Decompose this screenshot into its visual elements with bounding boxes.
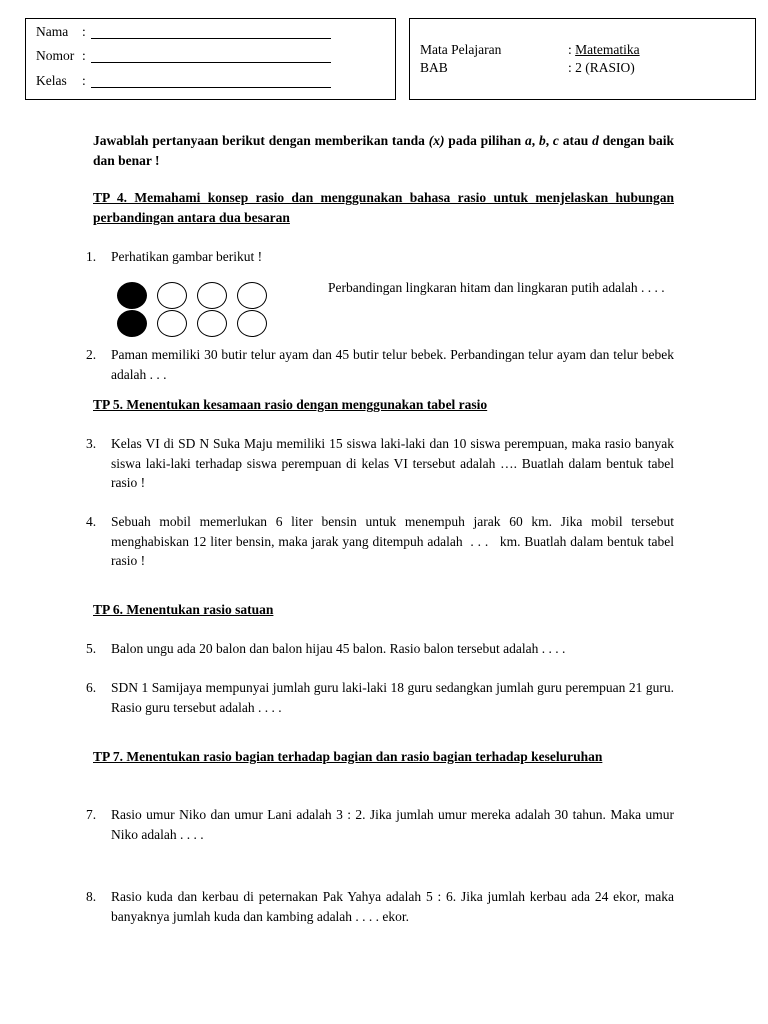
- circle-question-text: Perbandingan lingkaran hitam dan lingkaran putih adalah . . . .: [328, 280, 665, 295]
- question-text: Sebuah mobil memerlukan 6 liter bensin untuk menempuh jarak 60 km. Jika mobil tersebut menghabiskan 12 liter bensin, maka jarak yang ditempuh adalah . . . km. Buatlah dalam bentuk tabel rasio !: [111, 514, 678, 568]
- chapter-value: : 2 (RASIO): [568, 60, 635, 75]
- question-8: [86, 887, 674, 926]
- question-1: [86, 247, 674, 267]
- question-text: Balon ungu ada 20 balon dan balon hijau 45 balon. Rasio balon tersebut adalah . . . .: [111, 641, 566, 656]
- white-circle: [157, 282, 187, 309]
- class-line[interactable]: [91, 72, 331, 88]
- question-7: [86, 805, 674, 844]
- subject-info-box: [409, 18, 756, 100]
- white-circle: [237, 282, 267, 309]
- question-number: 1.: [86, 249, 97, 264]
- white-circle: [197, 282, 227, 309]
- question-text: SDN 1 Samijaya mempunyai jumlah guru laki-laki 18 guru sedangkan jumlah guru perempuan 21 guru. Rasio guru tersebut adalah . . . .: [111, 680, 674, 715]
- number-line[interactable]: [91, 47, 331, 63]
- black-circle: [117, 310, 147, 337]
- question-number: 4.: [86, 514, 97, 529]
- question-text: Paman memiliki 30 butir telur ayam dan 45 butir telur bebek. Perbandingan telur ayam dan telur bebek adalah . . .: [111, 347, 674, 382]
- name-colon: :: [82, 24, 86, 39]
- question-5: [86, 639, 674, 659]
- chapter-label: BAB: [420, 60, 448, 75]
- question-text: Kelas VI di SD N Suka Maju memiliki 15 siswa laki-laki dan 10 siswa perempuan, maka rasio banyak siswa laki-laki terhadap siswa perempuan di kelas VI tersebut adalah …. Buatlah dalam bentuk tabel rasio !: [111, 436, 674, 490]
- class-label: Kelas: [36, 73, 67, 88]
- white-circle: [197, 310, 227, 337]
- black-circle: [117, 282, 147, 309]
- question-number: 7.: [86, 807, 97, 822]
- question-number: 5.: [86, 641, 97, 656]
- student-info-box: [25, 18, 396, 100]
- name-label: Nama: [36, 24, 69, 39]
- question-number: 6.: [86, 680, 97, 695]
- question-text: Rasio kuda dan kerbau di peternakan Pak Yahya adalah 5 : 6. Jika jumlah kerbau ada 24 ekor, maka banyaknya jumlah kuda dan kambing adalah . . . . ekor.: [111, 889, 674, 924]
- white-circle: [157, 310, 187, 337]
- question-text: Perhatikan gambar berikut !: [111, 249, 263, 264]
- question-number: 2.: [86, 347, 97, 362]
- question-3: [86, 434, 674, 493]
- number-label: Nomor: [36, 48, 75, 63]
- section-heading-tp5: TP 5. Menentukan kesamaan rasio dengan menggunakan tabel rasio: [93, 397, 488, 412]
- question-text: Rasio umur Niko dan umur Lani adalah 3 : 2. Jika jumlah umur mereka adalah 30 tahun. Maka umur Niko adalah . . . .: [111, 807, 674, 842]
- subject-label: Mata Pelajaran: [420, 42, 502, 57]
- section-heading-tp6: TP 6. Menentukan rasio satuan: [93, 602, 274, 617]
- class-colon: :: [82, 73, 86, 88]
- question-4: [86, 512, 678, 571]
- question-number: 3.: [86, 436, 97, 451]
- question-number: 8.: [86, 889, 97, 904]
- white-circle: [237, 310, 267, 337]
- question-2: [86, 345, 674, 384]
- question-6: [86, 678, 674, 717]
- section-heading-tp4: TP 4. Memahami konsep rasio dan menggunakan bahasa rasio untuk menjelaskan hubungan perbandingan antara dua besaran: [93, 190, 674, 225]
- subject-value: : Matematika: [568, 42, 640, 57]
- section-heading-tp7: TP 7. Menentukan rasio bagian terhadap bagian dan rasio bagian terhadap keseluruhan: [93, 749, 603, 764]
- name-line[interactable]: [91, 23, 331, 39]
- number-colon: :: [82, 48, 86, 63]
- instructions: Jawablah pertanyaan berikut dengan memberikan tanda (x) pada pilihan a, b, c atau d dengan baik dan benar !: [93, 133, 674, 168]
- circle-figure: [117, 282, 271, 342]
